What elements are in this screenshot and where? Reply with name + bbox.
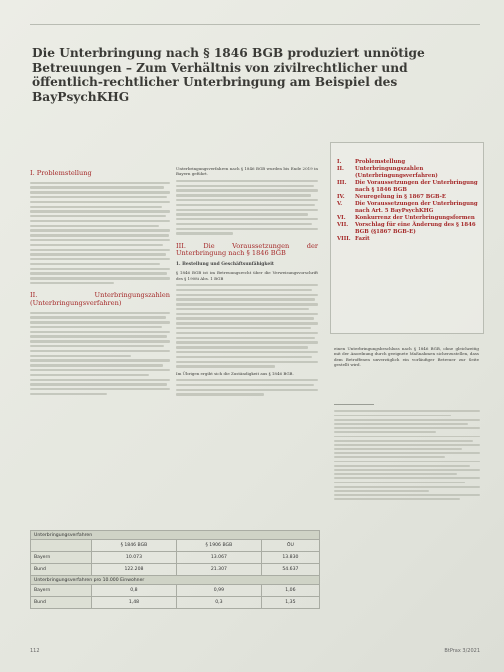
toc-item-text: Vorschlag für eine Änderung des § 1846 BGB (§1867 BGB-E) xyxy=(355,222,476,235)
toc-item-number: VII. xyxy=(337,222,349,228)
toc-item-text: Die Voraussetzungen der Unterbringung nach Art. 5 BayPsychKHG xyxy=(355,201,478,214)
toc-item xyxy=(337,194,479,201)
toc-item xyxy=(337,166,479,180)
table-cell: 21.307 xyxy=(176,564,261,576)
toc-item-number: III. xyxy=(337,180,347,186)
toc-item-text: Unterbringungszahlen (Unterbringungsverfahren) xyxy=(355,166,438,179)
table-header-cell xyxy=(31,540,92,552)
heading-problemstellung: I. Problemstellung xyxy=(30,169,92,177)
table-caption: Unterbringungsverfahren xyxy=(31,531,320,540)
table-cell: 54.637 xyxy=(261,564,319,576)
footnotes xyxy=(334,408,480,503)
heading-unterbringungszahlen: II. Unterbringungszahlen (Unterbringungsverfahren) xyxy=(30,291,170,307)
section-3-text: § 1846 BGB ist im Betreuungsrecht über die Verweisungsvorschrift des § 1908i Abs. 1 BGB xyxy=(176,270,318,281)
table-cell: 1,48 xyxy=(92,597,177,609)
col2-text-2: Im Übrigen ergibt sich die Zuständigkeit aus § 1846 BGB. xyxy=(176,370,294,376)
rubric-rule xyxy=(30,24,480,25)
table-row-label: Bund xyxy=(31,597,92,609)
table-cell: 1,06 xyxy=(261,585,319,597)
toc-item-number: V. xyxy=(337,201,343,207)
page-number: 112 xyxy=(30,648,40,654)
toc-item xyxy=(337,159,479,166)
journal-issue: BtPrax 3/2021 xyxy=(444,648,480,654)
toc-item-text: Konkurrenz der Unterbringungsformen xyxy=(355,215,475,221)
col2-text: Unterbringungsverfahren nach § 1846 BGB wurden bis Ende 2019 in Bayern geführt. xyxy=(176,166,318,177)
footnote-rule xyxy=(334,404,374,405)
table-cell: 10.073 xyxy=(92,552,177,564)
table-body-2 xyxy=(31,585,320,609)
article-title: Die Unterbringung nach § 1846 BGB produziert unnötige Betreuungen – Zum Verhältnis von zivilrechtlicher und öffentlich-rechtlicher Unterbringung am Beispiel des BayPsychKHG xyxy=(32,46,425,104)
table-cell: 0,99 xyxy=(176,585,261,597)
toc-item xyxy=(337,215,479,222)
column-2 xyxy=(176,166,318,398)
table-cell: 13.830 xyxy=(261,552,319,564)
toc-item-text: Problemstellung xyxy=(355,159,406,165)
table-row-label: Bayern xyxy=(31,552,92,564)
toc-item-number: II. xyxy=(337,166,344,172)
subheading-bestellung: 1. Bestellung und Geschäftsunfähigkeit xyxy=(176,261,274,267)
table-row xyxy=(31,597,320,609)
toc-item xyxy=(337,236,479,243)
table-header-cell: § 1906 BGB xyxy=(176,540,261,552)
table-row xyxy=(31,564,320,576)
table-cell: 13.067 xyxy=(176,552,261,564)
table-row xyxy=(31,585,320,597)
table-row-label: Bund xyxy=(31,564,92,576)
table-row xyxy=(31,552,320,564)
unterbringung-table xyxy=(30,530,320,609)
table-header-cell: ÖU xyxy=(261,540,319,552)
toc-item xyxy=(337,222,479,236)
table-cell: 0,3 xyxy=(176,597,261,609)
column-3 xyxy=(334,346,479,371)
table-caption-2: Unterbringungsverfahren pro 10.000 Einwohner xyxy=(31,576,320,585)
table-cell: 122.208 xyxy=(92,564,177,576)
toc-item xyxy=(337,201,479,215)
table-cell: 1,35 xyxy=(261,597,319,609)
heading-voraussetzungen: III. Die Voraussetzungen der Unterbringung nach § 1846 BGB xyxy=(176,241,318,258)
table-row-label: Bayern xyxy=(31,585,92,597)
toc-item-number: IV. xyxy=(337,194,345,200)
column-1 xyxy=(30,166,170,398)
toc-item-text: Die Voraussetzungen der Unterbringung nach § 1846 BGB xyxy=(355,180,478,193)
table-body-1 xyxy=(31,552,320,576)
table-header-row xyxy=(31,540,320,552)
toc-item xyxy=(337,180,479,194)
table-header-cell: § 1846 BGB xyxy=(92,540,177,552)
toc-item-number: VIII. xyxy=(337,236,351,242)
col3-text: einen Unterbringungsbeschluss nach § 1846 BGB, ohne gleichzeitig mit der Anordnung durch geeignete Maßnahmen sicherzustellen, dass dem Betroffenen unverzüglich ein vorläufiger Betreuer zur Seite gestellt wird. xyxy=(334,346,479,368)
toc-item-text: Neuregelung in § 1867 BGB-E xyxy=(355,194,446,200)
toc-item-text: Fazit xyxy=(355,236,370,242)
table-of-contents xyxy=(330,142,484,334)
toc-list xyxy=(337,159,479,243)
table-cell: 0,8 xyxy=(92,585,177,597)
toc-item-number: I. xyxy=(337,159,342,165)
toc-item-number: VI. xyxy=(337,215,346,221)
